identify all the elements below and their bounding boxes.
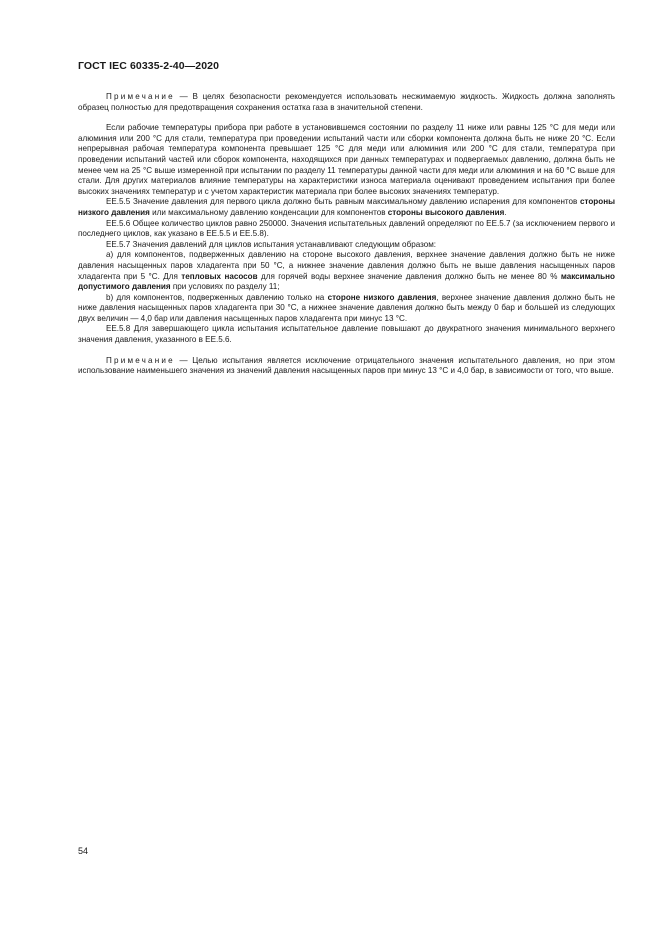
clause-text: ЕЕ.5.5 Значение давления для первого цикла должно быть равным максимальному давлению испарения для компонентов xyxy=(106,197,580,207)
note-paragraph xyxy=(78,92,615,113)
clause-text: b) для компонентов, подверженных давлению только на xyxy=(106,292,328,302)
clause-ee-5-5 xyxy=(78,197,615,218)
defined-term: тепловых насосов xyxy=(181,271,258,281)
clause-text: , верхнее значение давления должно быть не ниже давления насыщенных паров хладагента при 30 °С, а нижнее значение давления должно быть между 0 бар и большей из следующих двух величин — 4,0 бар или давления насыщенных паров хладагента при минус 13 °С. xyxy=(78,292,615,323)
document-body xyxy=(78,92,615,377)
clause-text: . xyxy=(504,207,507,217)
clause-text: при условиях по разделу 11; xyxy=(170,282,280,292)
defined-term: максимально допустимого давления xyxy=(78,271,615,292)
temperature-paragraph: Если рабочие температуры прибора при работе в установившемся состоянии по разделу 11 ниже или равны 125 °С для меди или алюминия или 200 °С для стали, температура при проведении испытаний части или сборки компонента должна быть не ниже 20 °С. Если непрерывная рабочая температура компонента превышает 125 °С для меди или алюминия или 200 °С для стали, температура при проведении испытаний частей или сборок компонента, находящихся при данных температурах и подвергаемых давлению, должна быть не менее чем на 25 °С выше измеренной при испытании по разделу 11 температуры данной части для меди или алюминия и на 60 °С выше для стали. Для других материалов влияние температуры на характеристики износа материала оценивают проведением испытания при более высоких значениях температур и с учетом характеристик материала при более высоких значениях температур. xyxy=(78,123,615,196)
defined-term: стороны высокого давления xyxy=(387,207,505,217)
clause-text: для горячей воды верхнее значение давления должно быть не менее 80 % xyxy=(257,271,561,281)
note-label: Примечание xyxy=(106,355,175,365)
clause-ee-5-7: ЕЕ.5.7 Значения давлений для циклов испытания устанавливают следующим образом: xyxy=(106,239,437,249)
list-item-b xyxy=(78,293,615,325)
clause-text: или максимальному давлению конденсации для компонентов xyxy=(149,207,388,217)
defined-term: стороны низкого давления xyxy=(78,197,615,217)
list-item-a xyxy=(78,250,615,292)
note-text: — Целью испытания является исключение отрицательного значения испытательного давления, но при этом использование наименьшего значения из значений давления насыщенных паров при минус 13 °С и 4,0 бар, в зависимости от того, что выше. xyxy=(78,355,615,376)
document-header: ГОСТ IEC 60335-2-40—2020 xyxy=(78,60,220,72)
note-text: — В целях безопасности рекомендуется использовать несжимаемую жидкость. Жидкость должна заполнять образец полностью для предотвращения сохранения остатка газа в значительной степени. xyxy=(78,92,615,112)
note-label: Примечание xyxy=(106,92,175,101)
page-number: 54 xyxy=(78,846,89,856)
clause-ee-5-6: ЕЕ.5.6 Общее количество циклов равно 250000. Значения испытательных давлений определяют по ЕЕ.5.7 (за исключением первого и последнего циклов, как указано в ЕЕ.5.5 и ЕЕ.5.8). xyxy=(78,218,615,239)
note-paragraph xyxy=(78,356,615,377)
defined-term: стороне низкого давления xyxy=(327,292,437,302)
clause-text: а) для компонентов, подверженных давлению на стороне высокого давления, верхнее значение давления должно быть не ниже давления насыщенных паров хладагента при 50 °С, а нижнее значение давления должно быть не выше давления насыщенных паров хладагента при 5 °С. Для xyxy=(78,250,615,281)
clause-ee-5-8: ЕЕ.5.8 Для завершающего цикла испытания испытательное давление повышают до двукратного значения минимального верхнего значения давления, указанного в ЕЕ.5.6. xyxy=(78,324,615,345)
